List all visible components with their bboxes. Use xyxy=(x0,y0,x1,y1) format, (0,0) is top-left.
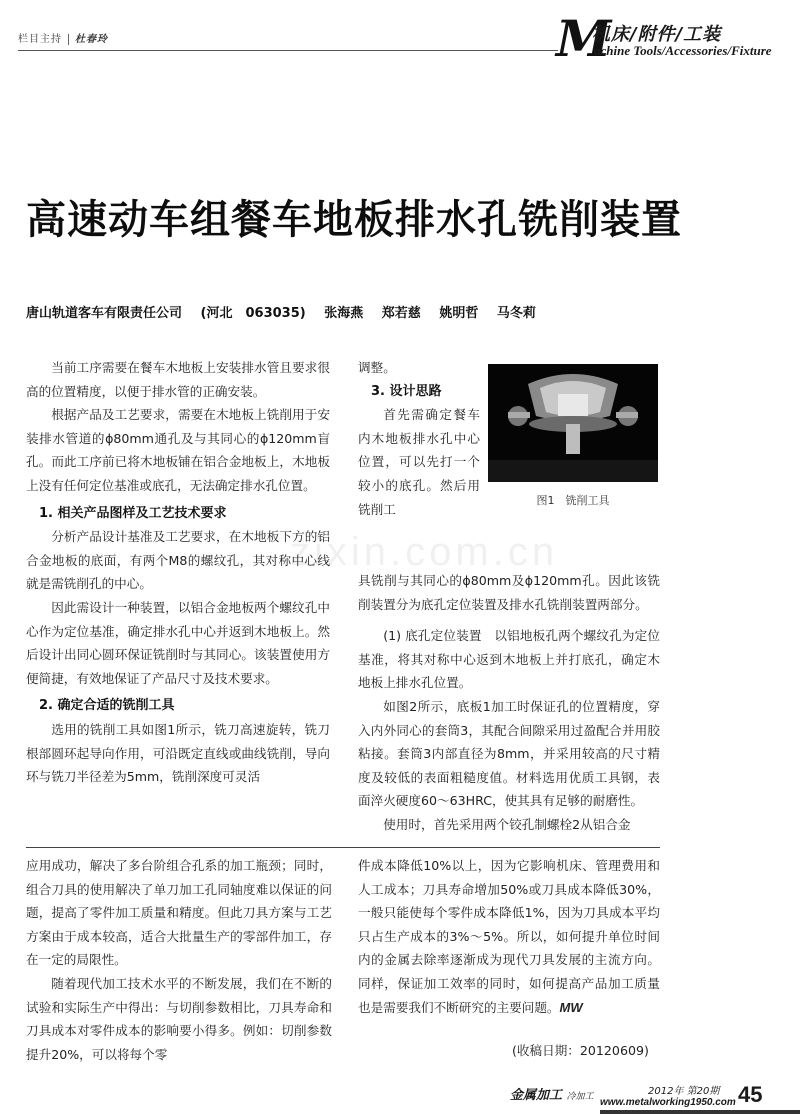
header-separator xyxy=(68,34,69,45)
paragraph xyxy=(358,854,660,1019)
paragraph: 选用的铣削工具如图1所示，铣刀高速旋转，铣刀根部圆环起导向作用，可沿既定直线或曲线铣削，导向环与铣刀半径差为5mm，铣削深度可灵活 xyxy=(26,721,330,785)
milling-tool-illustration xyxy=(488,364,658,482)
affiliation: 唐山轨道客车有限责任公司 xyxy=(26,306,183,321)
section-heading: 1. 相关产品图样及工艺技术要求 xyxy=(39,505,227,521)
section-heading: 2. 确定合适的铣削工具 xyxy=(39,698,175,714)
paragraph: 当前工序需要在餐车木地板上安装排水管且要求很高的位置精度，以便于排水管的正确安装。 xyxy=(26,360,330,399)
right-column-top xyxy=(358,356,480,521)
bottom-left-column xyxy=(26,854,332,1066)
section-title-en: achine Tools/Accessories/Fixture xyxy=(594,43,772,58)
section-title-cn: 机床/附件/工装 xyxy=(592,24,722,45)
right-column xyxy=(358,569,660,837)
author: 张海燕 xyxy=(324,306,364,321)
milling-tool-photo xyxy=(488,364,658,482)
paragraph: 分析产品设计基准及工艺要求，在木地板下方的铝合金地板的底面，有两个M8的螺纹孔，其对称中心线就是需铣削孔的中心。 xyxy=(26,529,330,592)
paragraph: 调整。 xyxy=(358,360,396,375)
issue-label: 2012年 第20期 xyxy=(648,1086,720,1097)
end-mark: MW xyxy=(559,999,583,1015)
page-number: 45 xyxy=(738,1082,763,1107)
website-url: www.metalworking1950.com xyxy=(600,1097,736,1108)
paragraph: 应用成功，解决了多台阶组合孔系的加工瓶颈；同时，组合刀具的使用解决了单刀加工孔同轴度难以保证的问题，提高了零件加工质量和精度。但此刀具方案与工艺方案由于成本较高，适合大批量生产的零部件加工，存在一定的局限性。 xyxy=(26,858,332,968)
magazine-logo xyxy=(510,1084,594,1103)
bottom-right-column xyxy=(358,854,660,1019)
paragraph: 根据产品及工艺要求，需要在木地板上铣削用于安装排水管道的ϕ80mm通孔及与其同心的ϕ120mm盲孔。而此工序前已将木地板铺在铝合金地板上，木地板上没有任何定位基准或底孔，无法确定排水孔位置。 xyxy=(26,407,330,493)
paragraph: 使用时，首先采用两个铰孔制螺栓2从铝合金 xyxy=(383,816,631,832)
footer-bar xyxy=(600,1110,800,1114)
author: 马冬莉 xyxy=(496,306,536,321)
column-editor: 杜春玲 xyxy=(75,34,108,45)
section-initial: M xyxy=(556,9,612,68)
paragraph: 随着现代加工技术水平的不断发展，我们在不断的试验和实际生产中得出：与切削参数相比，刀具寿命和刀具成本对零件成本的影响要小得多。例如：切削参数提升20%，可以将每个零 xyxy=(26,975,332,1062)
paragraph: 首先需确定餐车内木地板排水孔中心位置，可以先打一个较小的底孔。然后用铣削工 xyxy=(358,407,480,517)
location: (河北 063035) xyxy=(200,306,306,321)
left-column xyxy=(26,356,330,789)
paragraph: 因此需设计一种装置，以铝合金地板两个螺纹孔中心作为定位基准，确定排水孔中心并返到木地板上。然后设计出同心圆环保证铣削时与其同心。该装置使用方便简捷，有效地保证了产品尺寸及技术要求。 xyxy=(26,599,330,686)
byline xyxy=(26,302,550,321)
section-divider xyxy=(26,847,660,848)
watermark: zixin.com.cn xyxy=(290,530,559,574)
column-host-label xyxy=(18,30,108,45)
figure-caption: 图1 铣削工具 xyxy=(536,494,610,507)
section-heading: 3. 设计思路 xyxy=(371,383,442,399)
paragraph: 如图2所示，底板1加工时保证孔的位置精度，穿入内外同心的套筒3，其配合间隙采用过盈配合并用胶粘接。套筒3内部直径为8mm，并采用较高的尺寸精度及较低的表面粗糙度值。材料选用优质工具钢，表面淬火硬度60～63HRC，使其具有足够的耐磨性。 xyxy=(358,698,660,809)
article-title: 高速动车组餐车地板排水孔铣削装置 xyxy=(26,196,682,243)
author: 郑若慈 xyxy=(381,306,421,321)
paragraph: 具铣削与其同心的ϕ80mm及ϕ120mm孔。因此该铣削装置分为底孔定位装置及排水孔铣削装置两部分。 xyxy=(358,573,660,612)
paragraph-text: 件成本降低10%以上，因为它影响机床、管理费用和人工成本；刀具寿命增加50%或刀具成本降低30%，一般只能使每个零件成本降低1%，因为刀具成本平均只占生产成本的3%～5%。所以，如何提升单位时间内的金属去除率逐渐成为现代刀具发展的主流方向。同样，保证加工效率的同时，如何提高产品加工质量也是需要我们不断研究的主要问题。 xyxy=(358,858,660,1015)
received-date: (收稿日期：20120609) xyxy=(512,1043,649,1058)
header-rule xyxy=(18,50,558,51)
author: 姚明哲 xyxy=(439,306,479,321)
column-label: 栏目主持 xyxy=(18,34,62,45)
paragraph: (1) 底孔定位装置 以铝地板孔两个螺纹孔为定位基准，将其对称中心返到木地板上并打底孔，确定木地板上排水孔位置。 xyxy=(358,628,660,691)
magazine-name: 金属加工 xyxy=(510,1088,563,1103)
magazine-sub: 冷加工 xyxy=(566,1092,594,1102)
